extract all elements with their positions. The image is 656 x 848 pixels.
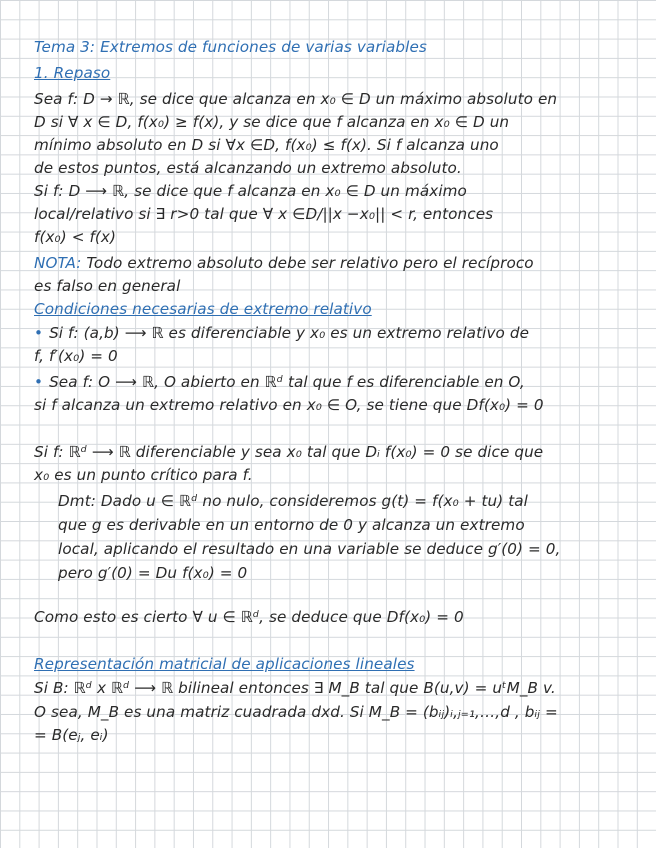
proof-line: local, aplicando el resultado en una variable se deduce g′(0) = 0, — [58, 540, 561, 558]
bullet-text: Si f: (a,b) ⟶ ℝ es diferenciable y x₀ es un extremo relativo de — [49, 324, 530, 342]
section-representacion-heading: Representación matricial de aplicaciones lineales — [34, 655, 415, 673]
proof-line: pero g′(0) = Du f(x₀) = 0 — [58, 564, 248, 582]
bullet-item-1-cont: f, f′(x₀) = 0 — [34, 347, 118, 365]
proof-line: que g es derivable en un entorno de 0 y alcanza un extremo — [58, 516, 525, 534]
nota-label: NOTA: — [34, 254, 82, 272]
nota-text: Todo extremo absoluto debe ser relativo pero el recíproco — [81, 254, 534, 272]
critical-point-line: Si f: ℝᵈ ⟶ ℝ diferenciable y sea x₀ tal que Dᵢ f(x₀) = 0 se dice que — [34, 443, 544, 461]
text-line: O sea, M_B es una matriz cuadrada dxd. Si M_B = (bᵢⱼ)ᵢ,ⱼ₌₁,…,d , bᵢⱼ = — [34, 703, 558, 721]
bullet-icon: • — [34, 373, 44, 391]
nota-line-2: es falso en general — [34, 277, 181, 295]
text-line: D si ∀ x ∈ D, f(x₀) ≥ f(x), y se dice que f alcanza en x₀ ∈ D un — [34, 113, 510, 131]
text-line: Si f: D ⟶ ℝ, se dice que f alcanza en x₀ ∈ D un máximo — [34, 182, 467, 200]
text-line: local/relativo si ∃ r>0 tal que ∀ x ∈D/||x −x₀|| < r, entonces — [34, 205, 494, 223]
text-line: Sea f: D → ℝ, se dice que alcanza en x₀ ∈ D un máximo absoluto en — [34, 90, 558, 108]
bullet-text: Sea f: O ⟶ ℝ, O abierto en ℝᵈ tal que f es diferenciable en O, — [49, 373, 525, 391]
text-line: de estos puntos, está alcanzando un extremo absoluto. — [34, 159, 462, 177]
section-repaso-heading: 1. Repaso — [34, 64, 111, 82]
bullet-icon: • — [34, 324, 44, 342]
bullet-item-2 — [34, 371, 644, 393]
text-line: f(x₀) < f(x) — [34, 228, 117, 246]
section-condiciones-heading: Condiciones necesarias de extremo relativo — [34, 300, 372, 318]
text-line: mínimo absoluto en D si ∀x ∈D, f(x₀) ≤ f(x). Si f alcanza uno — [34, 136, 499, 154]
text-line: Si B: ℝᵈ x ℝᵈ ⟶ ℝ bilineal entonces ∃ M_B tal que B(u,v) = uᵗM_B v. — [34, 679, 556, 697]
proof-line: Dmt: Dado u ∈ ℝᵈ no nulo, consideremos g(t) = f(x₀ + tu) tal — [58, 492, 529, 510]
page-title: Tema 3: Extremos de funciones de varias variables — [34, 38, 427, 56]
bullet-item-1 — [34, 322, 644, 344]
nota-line — [34, 252, 644, 274]
conclusion-line: Como esto es cierto ∀ u ∈ ℝᵈ, se deduce que Df(x₀) = 0 — [34, 608, 464, 626]
text-line: = B(eⱼ, eᵢ) — [34, 726, 109, 744]
critical-point-line-2: x₀ es un punto crítico para f. — [34, 466, 253, 484]
bullet-item-2-cont: si f alcanza un extremo relativo en x₀ ∈ O, se tiene que Df(x₀) = 0 — [34, 396, 544, 414]
